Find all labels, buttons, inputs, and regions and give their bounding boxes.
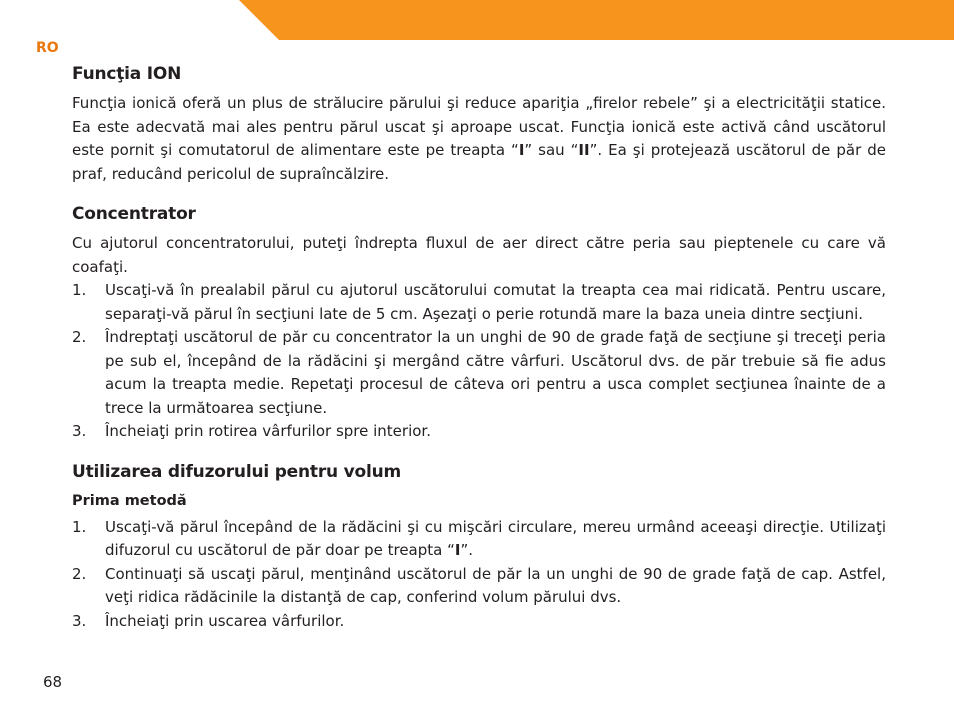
step-text: Continuaţi să uscaţi părul, menţinând uscătorul de păr la un unghi de 90 de grade faţă de cap. Astfel, veţi ridica rădăcinile la distanţă de cap, conferind volum părului dvs.: [105, 564, 886, 606]
step-text: Încheiaţi prin rotirea vârfurilor spre interior.: [105, 422, 431, 440]
section-title-diffuser: Utilizarea difuzorului pentru volum: [72, 461, 402, 482]
step-number: 3.: [72, 611, 87, 630]
step-text: [105, 518, 886, 560]
step-number: 1.: [72, 281, 87, 299]
ion-text-c: ”. Ea şi protejează uscătorul de păr de praf, reducând pericolul de supraîncălzire.: [72, 141, 886, 183]
ion-level-1: I: [518, 141, 525, 159]
concentrator-intro: Cu ajutorul concentratorului, puteţi îndrepta fluxul de aer direct către peria sau pieptenele cu care vă coafaţi.: [72, 234, 886, 276]
section-title-concentrator: Concentrator: [72, 204, 196, 224]
list-item: [72, 420, 886, 444]
step-number: 2.: [72, 564, 87, 583]
step-text-part: Uscaţi-vă părul începând de la rădăcini şi cu mişcări circulare, mereu urmând aceeaşi direcţie. Utilizaţi difuzorul cu uscătorul de păr doar pe treapta “: [105, 517, 886, 559]
step-number: 2.: [72, 328, 87, 346]
subsection-title-first-method: Prima metodă: [72, 492, 187, 509]
list-item: [72, 326, 886, 420]
section-concentrator: [72, 202, 886, 444]
step-text: Uscaţi-vă în prealabil părul cu ajutorul uscătorului comutat la treapta cea mai ridicată. Pentru uscare, separaţi-vă părul în secţiuni late de 5 cm. Aşezaţi o perie rotundă mare la baza uneia dintre secţiuni.: [105, 281, 886, 323]
step-number: 3.: [72, 422, 87, 440]
ion-text-a: Funcţia ionică oferă un plus de strălucire părului şi reduce apariţia „firelor rebele” şi a electricităţii statice. Ea este adecvată mai ales pentru părul uscat şi aproape uscat. Funcţia ionică este activă când uscătorul este pornit şi comutatorul de alimentare este pe treapta “: [72, 94, 886, 159]
page-content: [72, 62, 886, 649]
list-item: [72, 610, 886, 634]
step-text: Încheiaţi prin uscarea vârfurilor.: [105, 611, 345, 630]
diffuser-steps: [72, 516, 886, 634]
diffuser-level: I: [454, 541, 461, 559]
section-title-ion: Funcţia ION: [72, 64, 182, 84]
ion-paragraph: [72, 92, 886, 186]
section-diffuser: [72, 460, 886, 634]
language-code: RO: [36, 40, 59, 56]
list-item: [72, 279, 886, 326]
concentrator-steps: [72, 279, 886, 444]
step-text: Îndreptaţi uscătorul de păr cu concentrator la un unghi de 90 de grade faţă de secţiune şi treceţi peria pe sub el, începând de la rădăcini şi mergând către vârfuri. Uscătorul dvs. de păr trebuie să fie adus acum la treapta medie. Repetaţi procesul de câteva ori pentru a usca complet secţiunea înainte de a trece la următoarea secţiune.: [105, 328, 886, 417]
ion-text-b: ” sau “: [524, 141, 579, 159]
list-item: [72, 563, 886, 610]
list-item: [72, 516, 886, 563]
ion-level-2: II: [578, 141, 590, 159]
step-text-part: ”.: [460, 541, 474, 559]
section-ion-function: [72, 62, 886, 186]
page-number: 68: [43, 673, 63, 691]
header-accent-bar: [239, 0, 954, 40]
step-number: 1.: [72, 517, 87, 536]
